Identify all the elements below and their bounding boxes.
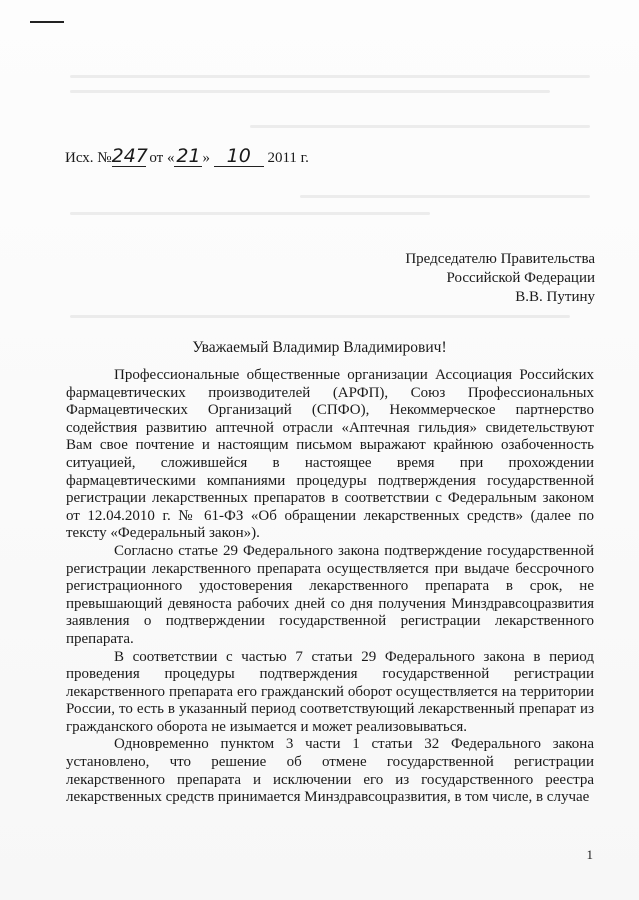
outgoing-reference <box>65 146 309 168</box>
bleed-through-mark <box>70 212 430 215</box>
bleed-through-mark <box>70 75 590 78</box>
ref-prefix: Исх. № <box>65 150 112 166</box>
bleed-through-mark <box>250 125 590 128</box>
addressee-line: Председателю Правительства <box>405 251 595 267</box>
ref-number: 247 <box>111 145 148 167</box>
page-number: 1 <box>586 847 593 862</box>
ref-mid: » <box>202 150 210 166</box>
addressee-line: В.В. Путину <box>515 289 595 305</box>
body-paragraph: Одновременно пунктом 3 части 1 статьи 32 Федерального закона установлено, что решение об отмене государственной регистрации лекарственного препарата и исключении его из государственного реестра лекарственных средств принимается Минздравсоцразвития, в том числе, в случае <box>66 736 594 806</box>
salutation: Уважаемый Владимир Владимирович! <box>192 339 447 356</box>
addressee-line: Российской Федерации <box>446 270 595 286</box>
body-paragraph: Согласно статье 29 Федерального закона подтверждение государственной регистрации лекарственного препарата осуществляется при выдаче бессрочного регистрационного удостоверения лекарственного препарата в срок, не превышающий девяноста рабочих дней со дня получения Минздравсоцразвития заявления о подтверждении государственной регистрации лекарственного препарата. <box>66 542 594 647</box>
ref-day: 21 <box>176 145 201 167</box>
bleed-through-mark <box>70 90 550 93</box>
letter-body <box>66 367 594 807</box>
ref-year: 2011 г. <box>267 150 309 166</box>
bleed-through-mark <box>70 315 570 318</box>
ref-from: от « <box>149 150 175 166</box>
ref-month: 10 <box>214 146 264 167</box>
scan-mark <box>30 21 64 23</box>
body-paragraph: Профессиональные общественные организации Ассоциация Российских фармацевтических производителей (АРФП), Союз Профессиональных Фармацевтических Организаций (СПФО), Некоммерческое партнерство содействия развитию аптечной отрасли «Аптечная гильдия» свидетельствуют Вам свое почтение и настоящим письмом выражают крайнюю озабоченность ситуацией, сложившейся в настоящее время при прохождении фармацевтическими компаниями процедуры подтверждения государственной регистрации лекарственных препаратов в соответствии с Федеральным законом от 12.04.2010 г. № 61-ФЗ «Об обращении лекарственных средств» (далее по тексту «Федеральный закон»). <box>66 367 594 542</box>
bleed-through-mark <box>300 195 590 198</box>
addressee-block <box>405 250 595 307</box>
body-paragraph: В соответствии с частью 7 статьи 29 Федерального закона в период проведения процедуры подтверждения государственной регистрации лекарственного препарата его гражданский оборот осуществляется на территории России, то есть в указанный период соответствующий лекарственный препарат из гражданского оборота не изымается и может реализовываться. <box>66 648 594 735</box>
